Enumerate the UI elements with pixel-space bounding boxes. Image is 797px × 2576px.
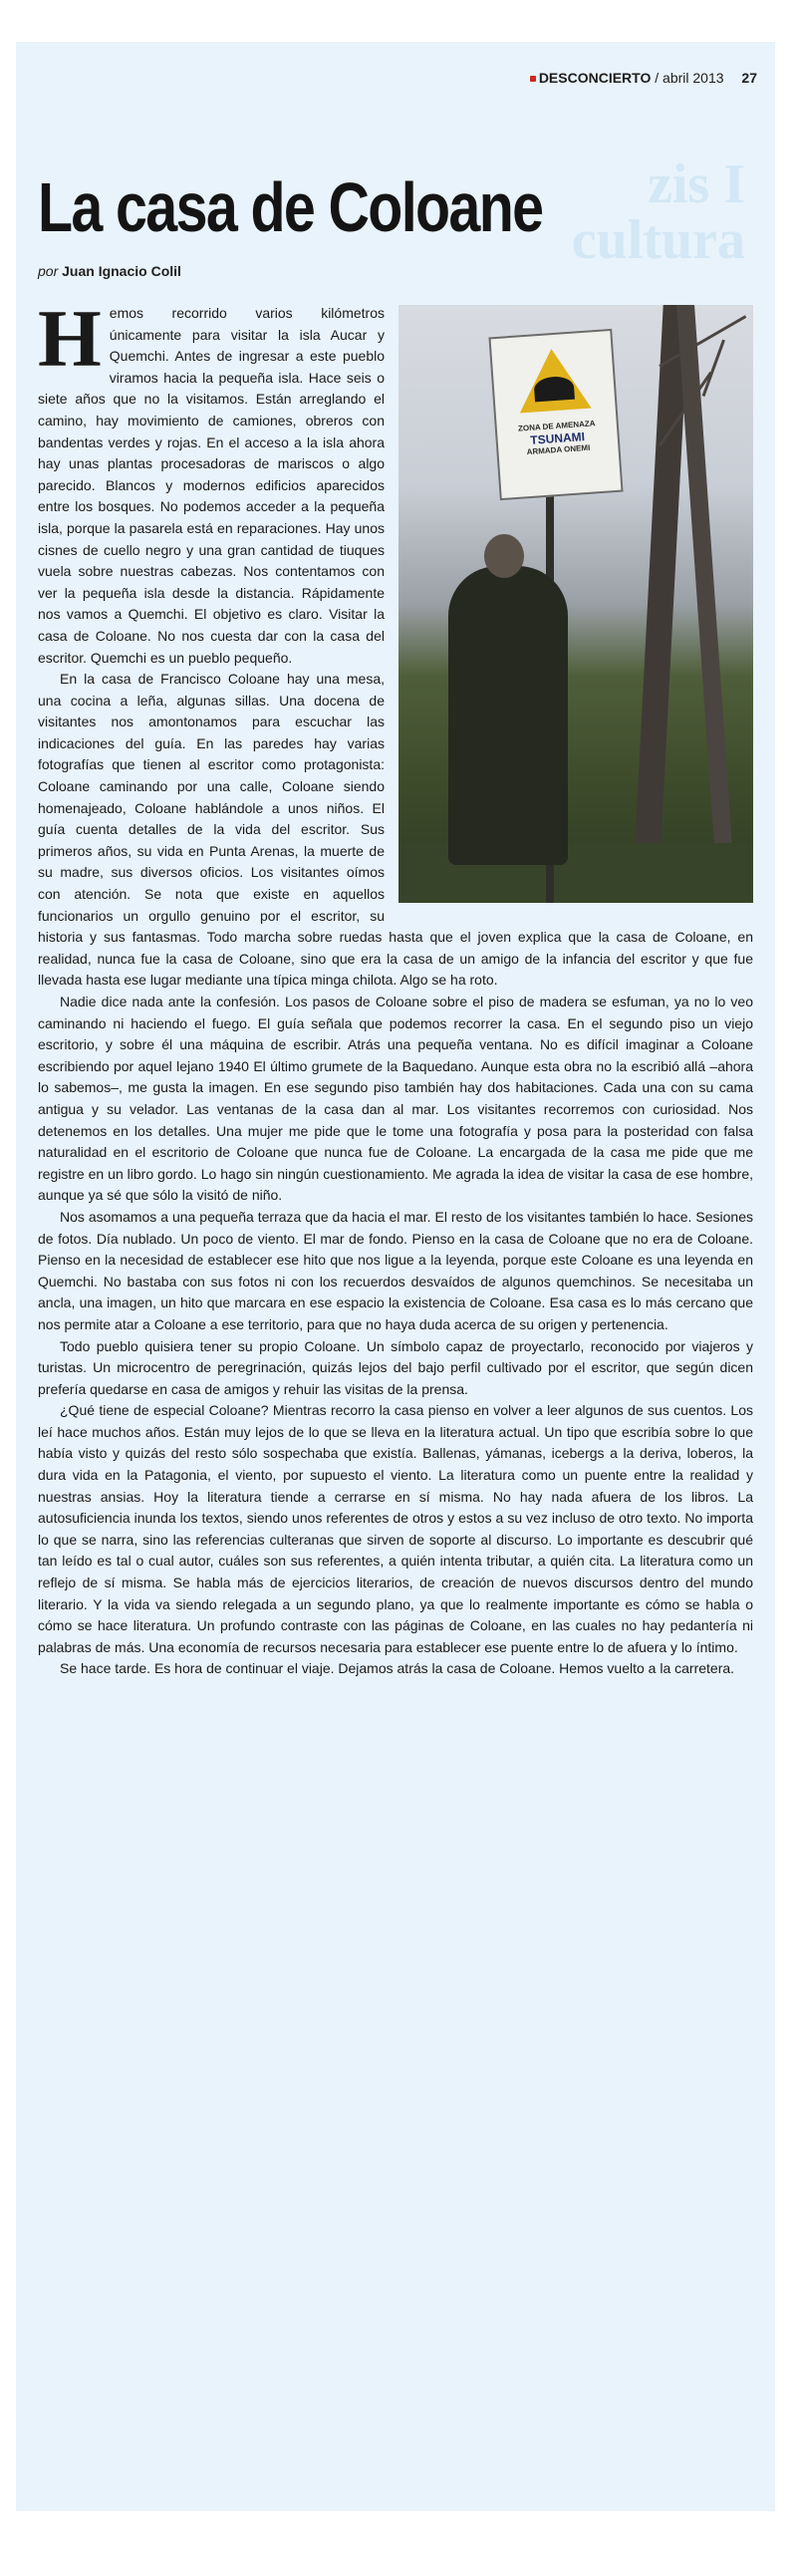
paragraph-7: Se hace tarde. Es hora de continuar el viaje. Dejamos atrás la casa de Coloane. Hemos vuelto a la carretera. [60,1660,735,1677]
page-number: 27 [741,70,757,86]
tsunami-warning-sign [488,329,623,500]
tree-trunk [676,305,736,903]
paragraph-3: Nadie dice nada ante la confesión. Los pasos de Coloane sobre el piso de madera se esfuman, ya no lo veo caminando ni haciendo el fuego. El guía señala que podemos recorrer la casa. En el segundo piso un viejo escritorio, y sobre él una máquina de escribir. Atrás una pequeña ventana. No es difícil imaginar a Coloane escribiendo por aquel lejano 1940 El último grumete de la Baquedano. Aunque esta obra no la escribió allá –ahora lo sabemos–, me gusta la imagen. En ese segundo piso también hay dos habitaciones. Cada una con su cama antigua y su velador. Las ventanas de la casa dan al mar. Los visitantes recorremos con curiosidad. Nos detenemos en los detalles. Una mujer me pide que le tome una fotografía y posa para la posteridad con falsa naturalidad en el escritorio de Coloane que nunca fue de Coloane. La encargada de la casa me pide que me registre en un libro gordo. Lo hago sin ningún cuestionamiento. Me agrada la idea de visitar la casa de ese hombre, aunque ya sé que sólo la visitó de niño. [38,994,753,1204]
page-header [530,70,757,86]
paragraph-4: Nos asomamos a una pequeña terraza que da hacia el mar. El resto de los visitantes también lo hace. Sesiones de fotos. Día nublado. Un poco de viento. El mar de fondo. Pienso en la casa de Coloane que no era de Coloane. Pienso en la necesidad de establecer ese hito que nos ligue a la leyenda, porque este Coloane es una leyenda en Quemchi. No bastaba con sus fotos ni con los recuerdos desvaídos de algunos quemchinos. Se necesitaba un ancla, una imagen, un hito que marcara en ese espacio la existencia de Coloane. Esa casa es lo más cercano que nos permite atar a Coloane a ese territorio, para que no haya duda acerca de su origen y pertenencia. [38,1208,753,1332]
article-title: La casa de Coloane [38,168,543,246]
sign-top-text: ZONA DE AMENAZA [517,419,596,433]
byline [38,263,181,279]
author-name: Juan Ignacio Colil [62,263,181,279]
tree-trunk [632,305,688,903]
byline-prefix: por [38,263,59,279]
paragraph-text: emos recorrido varios kilómetros únicamente para visitar la isla Aucar y Quemchi. Antes de ingresar a este pueblo viramos hacia la pequeña isla. Hace seis o siete años que no la visitamos. Están arreglando el camino, hay movimiento de camiones, obreros con bandentas verdes y rojas. En el acceso a la isla ahora hay unas plantas procesadoras de mariscos o algo parecido. Blancos y modernos edificios aparecidos entre los bosques. No podemos acceder a la pequeña isla, porque la pasarela está en reparaciones. Hay unos cisnes de cuello negro y una gran cantidad de tiuques vuela sobre nuestras cabezas. Nos contentamos con ver la pequeña isla desde la distancia. Rápidamente nos vamos a Quemchi. El objetivo es claro. Visitar la casa de Coloane. No nos cuesta dar con la casa del escritor. Quemchi es un pueblo pequeño. [38,305,385,666]
paragraph-5: Todo pueblo quisiera tener su propio Coloane. Un símbolo capaz de proyectarlo, reconocido por viajeros y turistas. Un microcentro de peregrinación, quizás lejos del bajo perfil cultivado por el escritor, que según dicen prefería quedarse en casa de amigos y rehuir las visitas de la prensa. [38,1337,753,1397]
sign-bottom-text: ARMADA ONEMI [526,442,591,457]
paragraph-6: ¿Qué tiene de especial Coloane? Mientras recorro la casa pienso en volver a leer algunos de sus cuentos. Los leí hace muchos años. Están muy lejos de lo que se lleva en la literatura actual. Un tipo que escribía sobre lo que había visto y quizás del resto sólo sospechaba que existía. Ballenas, yámanas, icebergs a la deriva, loberos, la dura vida en la Patagonia, el viento, por supuesto el viento. La literatura como un puente entre la realidad y nuestras ansias. Hoy la literatura tiende a cerrarse en sí misma. No hay nada afuera de los libros. La autosuficiencia inunda los textos, siendo unos referentes de otros y estos a su vez incluso de otro texto. No importa lo que se narra, sino las referencias culteranas que sirven de soporte al discurso. Lo importante es descubrir qué tan leído es tal o cual autor, cuáles son sus referentes, a quién intenta tributar, a quién cita. La literatura como un reflejo de sí misma. Se habla más de ejercicios literarios, de creación de nuevos discursos dentro del mundo literario. Y la vida va siendo relegada a un segundo plano, ya que lo realmente importante es cómo se habla o cómo se hace literatura. Un profundo contraste con las páginas de Coloane, en las cuales no hay pedantería ni palabras de más. Una economía de recursos necesaria para establecer ese puente entre lo de afuera y lo íntimo. [38,1402,753,1655]
scan-margin-bottom [0,2511,797,2576]
article-photo [398,305,753,903]
background-watermark: zis I cultura [571,153,745,271]
publication-name: DESCONCIERTO [530,70,652,86]
standing-person [448,566,568,865]
magazine-page [16,42,775,2511]
sign-main-text: TSUNAMI [529,429,586,447]
issue-date: / abril 2013 [655,70,724,86]
drop-cap: H [38,293,102,384]
paragraph-2: En la casa de Francisco Coloane hay una mesa, una cocina a leña, algunas sillas. Una docena de visitantes nos amontonamos para escuchar las indicaciones del guía. En las paredes hay varias fotografías que tienen al escritor como protagonista: Coloane caminando por una calle, Coloane siendo homenajeado, Coloane hablándole a unos niños. El guía cuenta detalles de la vida del escritor. Sus primeros años, su vida en Punta Arenas, la muerte de su madre, sus diversos oficios. Los visitantes oímos con atención. Se nota que existe en aquellos funcionarios un orgullo genuino por el escritor, su historia y sus fantasmas. Todo marcha sobre ruedas hasta que el joven explica que la casa de Coloane, en realidad, nunca fue la casa de Coloane, sino que era la casa de un amigo de la infancia del escritor y que fue llevada hasta ese lugar mediante una típica minga chilota. Algo se ha roto. [38,671,753,989]
scan-margin-top [0,0,797,42]
person-head [484,534,524,578]
tree-branch [702,340,725,397]
article-body [38,293,753,1680]
sign-caption [497,417,619,460]
